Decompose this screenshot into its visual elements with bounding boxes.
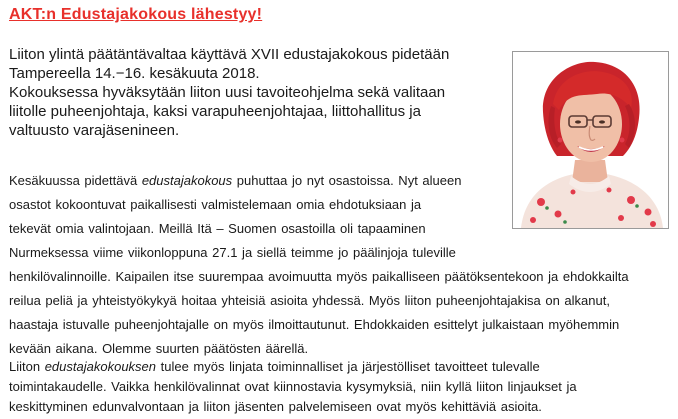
intro-line: Tampereella 14.−16. kesäkuuta 2018. xyxy=(9,65,260,82)
paragraph-line: henkilövalinnoille. Kaipailen itse suurempaa avoimuutta myös paikalliseen päätöksentekoon ja ehdokkailta xyxy=(9,269,629,284)
paragraph-line: kevään aikana. Olemme suurten päätösten äärellä. xyxy=(9,341,309,356)
intro-line: valtuusto varajäsenineen. xyxy=(9,122,180,139)
paragraph-line: haastaja istuvalle puheenjohtajalle on myös ilmoittautunut. Ehdokkaiden esittelyt julkaistaan myöhemmin xyxy=(9,317,620,332)
text-run: Liiton xyxy=(9,359,45,374)
italic-text: edustajakokous xyxy=(141,173,233,188)
paragraph-line: tekevät omia valintojaan. Meillä Itä – Suomen osastoilla oli tapaaminen xyxy=(9,221,426,236)
paragraph-line: osastot kokoontuvat paikallisesti valmistelemaan omia ehdotuksiaan ja xyxy=(9,197,422,212)
body-paragraph-2 xyxy=(9,357,674,417)
paragraph-line xyxy=(9,357,674,377)
article-title: AKT:n Edustajakokous lähestyy! xyxy=(9,6,263,23)
paragraph-line: Nurmeksessa viime viikonloppuna 27.1 ja siellä teimme jo päälinjoja tuleville xyxy=(9,245,456,260)
intro-line: Liiton ylintä päätäntävaltaa käyttävä XVII edustajakokous pidetään xyxy=(9,46,450,63)
paragraph-line: reilua peliä ja yhteistyökykyä hoitaa yhteisiä asioita yhdessä. Myös liiton puheenjohtajakisa on alkanut, xyxy=(9,293,610,308)
paragraph-line xyxy=(9,169,509,193)
text-run: puhuttaa jo nyt osastoissa. Nyt alueen xyxy=(232,173,462,188)
intro-line: Kokouksessa hyväksytään liiton uusi tavoiteohjelma sekä valitaan xyxy=(9,84,446,101)
paragraph-line: toimintakaudelle. Vaikka henkilövalinnat ovat kiinnostavia kysymyksiä, niin kyllä liiton linjaukset ja xyxy=(9,379,577,394)
text-run: tulee myös linjata toiminnalliset ja järjestölliset tavoitteet tulevalle xyxy=(156,359,540,374)
portrait-photo xyxy=(512,51,669,229)
portrait-illustration xyxy=(513,52,668,228)
paragraph-line: keskittyminen edunvalvontaan ja liiton jäsenten palvelemiseen ovat myös kehittäviä asioita. xyxy=(9,399,542,414)
intro-line: liitolle puheenjohtaja, kaksi varapuheenjohtajaa, liittohallitus ja xyxy=(9,103,421,120)
intro-paragraph xyxy=(9,45,509,140)
body-paragraph-1 xyxy=(9,169,629,361)
text-run: Kesäkuussa pidettävä xyxy=(9,173,142,188)
italic-text: edustajakokouksen xyxy=(44,359,157,374)
